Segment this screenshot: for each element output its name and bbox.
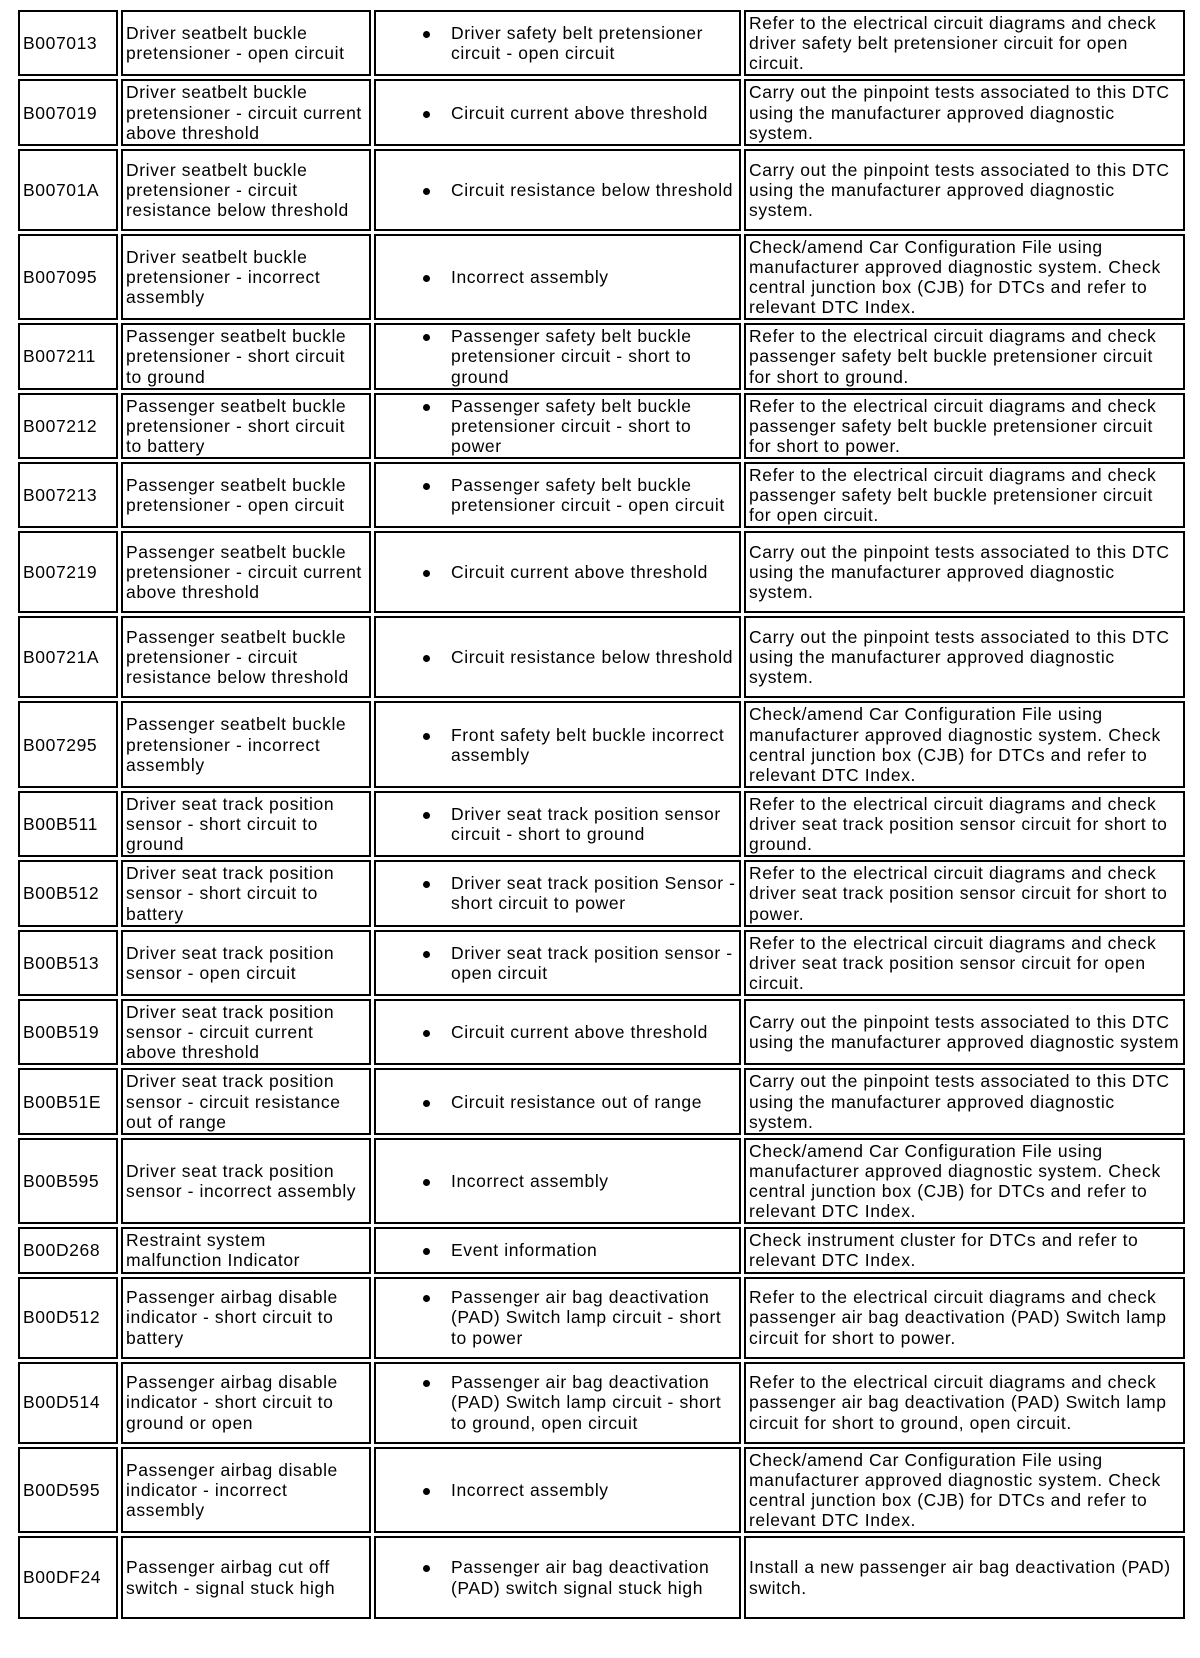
possible-cause-item: Passenger safety belt buckle pretensioner circuit - open circuit (451, 475, 736, 515)
possible-cause-list (379, 1022, 736, 1042)
table-row (18, 531, 1185, 613)
possible-cause-item: Circuit current above threshold (451, 562, 736, 582)
possible-cause-item: Passenger air bag deactivation (PAD) switch signal stuck high (451, 1557, 736, 1597)
possible-cause-item: Passenger safety belt buckle pretensioner circuit - short to ground (451, 326, 736, 386)
possible-cause-cell (374, 462, 741, 528)
possible-cause-cell (374, 1362, 741, 1444)
possible-cause-item: Passenger safety belt buckle pretensioner circuit - short to power (451, 396, 736, 456)
action-cell: Carry out the pinpoint tests associated to this DTC using the manufacturer approved diagnostic system (744, 999, 1185, 1065)
dtc-description-cell: Passenger seatbelt buckle pretensioner - incorrect assembly (121, 701, 371, 788)
dtc-code-cell: B00B595 (18, 1138, 118, 1225)
possible-cause-cell (374, 234, 741, 321)
dtc-description-cell: Driver seatbelt buckle pretensioner - open circuit (121, 10, 371, 76)
dtc-description-cell: Driver seat track position sensor - short circuit to battery (121, 860, 371, 926)
action-cell: Check/amend Car Configuration File using manufacturer approved diagnostic system. Check central junction box (CJB) for DTCs and refer to relevant DTC Index. (744, 1138, 1185, 1225)
dtc-code-cell: B007212 (18, 393, 118, 459)
possible-cause-cell (374, 860, 741, 926)
possible-cause-list (379, 873, 736, 913)
possible-cause-list (379, 562, 736, 582)
table-row (18, 999, 1185, 1065)
possible-cause-list (379, 1092, 736, 1112)
dtc-description-cell: Passenger seatbelt buckle pretensioner - circuit current above threshold (121, 531, 371, 613)
possible-cause-item: Front safety belt buckle incorrect assembly (451, 725, 736, 765)
dtc-code-cell: B00B512 (18, 860, 118, 926)
possible-cause-cell (374, 791, 741, 857)
action-cell: Carry out the pinpoint tests associated to this DTC using the manufacturer approved diagnostic system. (744, 149, 1185, 231)
action-cell: Check instrument cluster for DTCs and refer to relevant DTC Index. (744, 1227, 1185, 1273)
possible-cause-item: Driver seat track position sensor - open circuit (451, 943, 736, 983)
table-row (18, 79, 1185, 145)
possible-cause-cell (374, 616, 741, 698)
possible-cause-list (379, 326, 736, 386)
dtc-code-cell: B00B51E (18, 1068, 118, 1134)
action-cell: Carry out the pinpoint tests associated to this DTC using the manufacturer approved diagnostic system. (744, 79, 1185, 145)
dtc-code-cell: B00B513 (18, 930, 118, 996)
table-row (18, 149, 1185, 231)
possible-cause-cell (374, 701, 741, 788)
action-cell: Check/amend Car Configuration File using manufacturer approved diagnostic system. Check central junction box (CJB) for DTCs and refer to relevant DTC Index. (744, 701, 1185, 788)
possible-cause-list (379, 1171, 736, 1191)
action-cell: Carry out the pinpoint tests associated to this DTC using the manufacturer approved diagnostic system. (744, 1068, 1185, 1134)
possible-cause-cell (374, 393, 741, 459)
possible-cause-list (379, 647, 736, 667)
table-row (18, 1536, 1185, 1619)
possible-cause-list (379, 475, 736, 515)
dtc-description-cell: Driver seat track position sensor - circuit resistance out of range (121, 1068, 371, 1134)
dtc-description-cell: Driver seatbelt buckle pretensioner - circuit resistance below threshold (121, 149, 371, 231)
action-cell: Refer to the electrical circuit diagrams and check passenger air bag deactivation (PAD) Switch lamp circuit for short to power. (744, 1277, 1185, 1359)
possible-cause-cell (374, 1536, 741, 1619)
dtc-description-cell: Passenger airbag disable indicator - short circuit to ground or open (121, 1362, 371, 1444)
table-row (18, 860, 1185, 926)
possible-cause-list (379, 267, 736, 287)
table-row (18, 393, 1185, 459)
action-cell: Refer to the electrical circuit diagrams and check passenger safety belt buckle pretensioner circuit for open circuit. (744, 462, 1185, 528)
table-row (18, 1138, 1185, 1225)
possible-cause-item: Circuit resistance below threshold (451, 647, 736, 667)
possible-cause-item: Circuit resistance below threshold (451, 180, 736, 200)
action-cell: Refer to the electrical circuit diagrams and check driver safety belt pretensioner circuit for open circuit. (744, 10, 1185, 76)
table-row (18, 701, 1185, 788)
action-cell: Refer to the electrical circuit diagrams and check driver seat track position sensor circuit for short to power. (744, 860, 1185, 926)
action-cell: Refer to the electrical circuit diagrams and check passenger safety belt buckle pretensioner circuit for short to power. (744, 393, 1185, 459)
dtc-code-cell: B00D514 (18, 1362, 118, 1444)
possible-cause-item: Event information (451, 1240, 736, 1260)
dtc-table-body (18, 10, 1185, 1619)
possible-cause-cell (374, 149, 741, 231)
dtc-table (15, 7, 1188, 1622)
dtc-code-cell: B007095 (18, 234, 118, 321)
possible-cause-item: Incorrect assembly (451, 1480, 736, 1500)
possible-cause-cell (374, 10, 741, 76)
dtc-description-cell: Driver seat track position sensor - circuit current above threshold (121, 999, 371, 1065)
table-row (18, 1227, 1185, 1273)
possible-cause-cell (374, 323, 741, 389)
dtc-description-cell: Driver seat track position sensor - open circuit (121, 930, 371, 996)
possible-cause-item: Driver safety belt pretensioner circuit - open circuit (451, 23, 736, 63)
dtc-description-cell: Passenger seatbelt buckle pretensioner - short circuit to ground (121, 323, 371, 389)
action-cell: Check/amend Car Configuration File using manufacturer approved diagnostic system. Check central junction box (CJB) for DTCs and refer to relevant DTC Index. (744, 234, 1185, 321)
dtc-description-cell: Driver seatbelt buckle pretensioner - incorrect assembly (121, 234, 371, 321)
possible-cause-list (379, 180, 736, 200)
dtc-code-cell: B00B511 (18, 791, 118, 857)
possible-cause-cell (374, 531, 741, 613)
dtc-description-cell: Passenger airbag disable indicator - incorrect assembly (121, 1447, 371, 1534)
action-cell: Carry out the pinpoint tests associated to this DTC using the manufacturer approved diagnostic system. (744, 531, 1185, 613)
table-row (18, 323, 1185, 389)
table-row (18, 791, 1185, 857)
possible-cause-item: Circuit current above threshold (451, 1022, 736, 1042)
dtc-description-cell: Driver seat track position sensor - incorrect assembly (121, 1138, 371, 1225)
dtc-code-cell: B007013 (18, 10, 118, 76)
action-cell: Carry out the pinpoint tests associated to this DTC using the manufacturer approved diagnostic system. (744, 616, 1185, 698)
dtc-code-cell: B007019 (18, 79, 118, 145)
dtc-description-cell: Driver seat track position sensor - short circuit to ground (121, 791, 371, 857)
possible-cause-list (379, 23, 736, 63)
possible-cause-cell (374, 1138, 741, 1225)
table-row (18, 1068, 1185, 1134)
dtc-description-cell: Passenger seatbelt buckle pretensioner - short circuit to battery (121, 393, 371, 459)
possible-cause-list (379, 943, 736, 983)
possible-cause-item: Driver seat track position Sensor - short circuit to power (451, 873, 736, 914)
dtc-code-cell: B00D268 (18, 1227, 118, 1273)
possible-cause-list (379, 725, 736, 765)
possible-cause-cell (374, 1447, 741, 1534)
action-cell: Refer to the electrical circuit diagrams and check driver seat track position sensor circuit for open circuit. (744, 930, 1185, 996)
table-row (18, 1362, 1185, 1444)
dtc-code-cell: B00721A (18, 616, 118, 698)
possible-cause-item: Passenger air bag deactivation (PAD) Switch lamp circuit - short to ground, open circuit (451, 1372, 736, 1432)
dtc-description-cell: Passenger seatbelt buckle pretensioner - open circuit (121, 462, 371, 528)
dtc-description-cell: Restraint system malfunction Indicator (121, 1227, 371, 1273)
possible-cause-item: Incorrect assembly (451, 267, 736, 287)
dtc-code-cell: B00B519 (18, 999, 118, 1065)
table-row (18, 10, 1185, 76)
dtc-code-cell: B00D595 (18, 1447, 118, 1534)
possible-cause-item: Circuit current above threshold (451, 103, 736, 123)
table-row (18, 930, 1185, 996)
possible-cause-list (379, 1557, 736, 1597)
possible-cause-item: Circuit resistance out of range (451, 1092, 736, 1112)
dtc-description-cell: Passenger seatbelt buckle pretensioner - circuit resistance below threshold (121, 616, 371, 698)
possible-cause-list (379, 103, 736, 123)
dtc-code-cell: B00701A (18, 149, 118, 231)
possible-cause-list (379, 804, 736, 844)
dtc-code-cell: B00D512 (18, 1277, 118, 1359)
action-cell: Refer to the electrical circuit diagrams and check driver seat track position sensor circuit for short to ground. (744, 791, 1185, 857)
table-row (18, 1277, 1185, 1359)
possible-cause-cell (374, 1227, 741, 1273)
table-row (18, 1447, 1185, 1534)
possible-cause-list (379, 1240, 736, 1260)
action-cell: Refer to the electrical circuit diagrams and check passenger safety belt buckle pretensioner circuit for short to ground. (744, 323, 1185, 389)
possible-cause-item: Driver seat track position sensor circuit - short to ground (451, 804, 736, 844)
action-cell: Check/amend Car Configuration File using manufacturer approved diagnostic system. Check central junction box (CJB) for DTCs and refer to relevant DTC Index. (744, 1447, 1185, 1534)
dtc-description-cell: Passenger airbag disable indicator - short circuit to battery (121, 1277, 371, 1359)
possible-cause-list (379, 1287, 736, 1347)
action-cell: Refer to the electrical circuit diagrams and check passenger air bag deactivation (PAD) Switch lamp circuit for short to ground, open circuit. (744, 1362, 1185, 1444)
dtc-description-cell: Passenger airbag cut off switch - signal stuck high (121, 1536, 371, 1619)
possible-cause-cell (374, 999, 741, 1065)
dtc-description-cell: Driver seatbelt buckle pretensioner - circuit current above threshold (121, 79, 371, 145)
possible-cause-list (379, 1372, 736, 1432)
dtc-code-cell: B007295 (18, 701, 118, 788)
possible-cause-item: Incorrect assembly (451, 1171, 736, 1191)
possible-cause-cell (374, 79, 741, 145)
dtc-code-cell: B007211 (18, 323, 118, 389)
possible-cause-item: Passenger air bag deactivation (PAD) Switch lamp circuit - short to power (451, 1287, 736, 1347)
possible-cause-list (379, 1480, 736, 1500)
dtc-code-cell: B007213 (18, 462, 118, 528)
action-cell: Install a new passenger air bag deactivation (PAD) switch. (744, 1536, 1185, 1619)
possible-cause-list (379, 396, 736, 456)
possible-cause-cell (374, 1068, 741, 1134)
possible-cause-cell (374, 930, 741, 996)
dtc-code-cell: B007219 (18, 531, 118, 613)
possible-cause-cell (374, 1277, 741, 1359)
table-row (18, 462, 1185, 528)
table-row (18, 616, 1185, 698)
table-row (18, 234, 1185, 321)
dtc-code-cell: B00DF24 (18, 1536, 118, 1619)
